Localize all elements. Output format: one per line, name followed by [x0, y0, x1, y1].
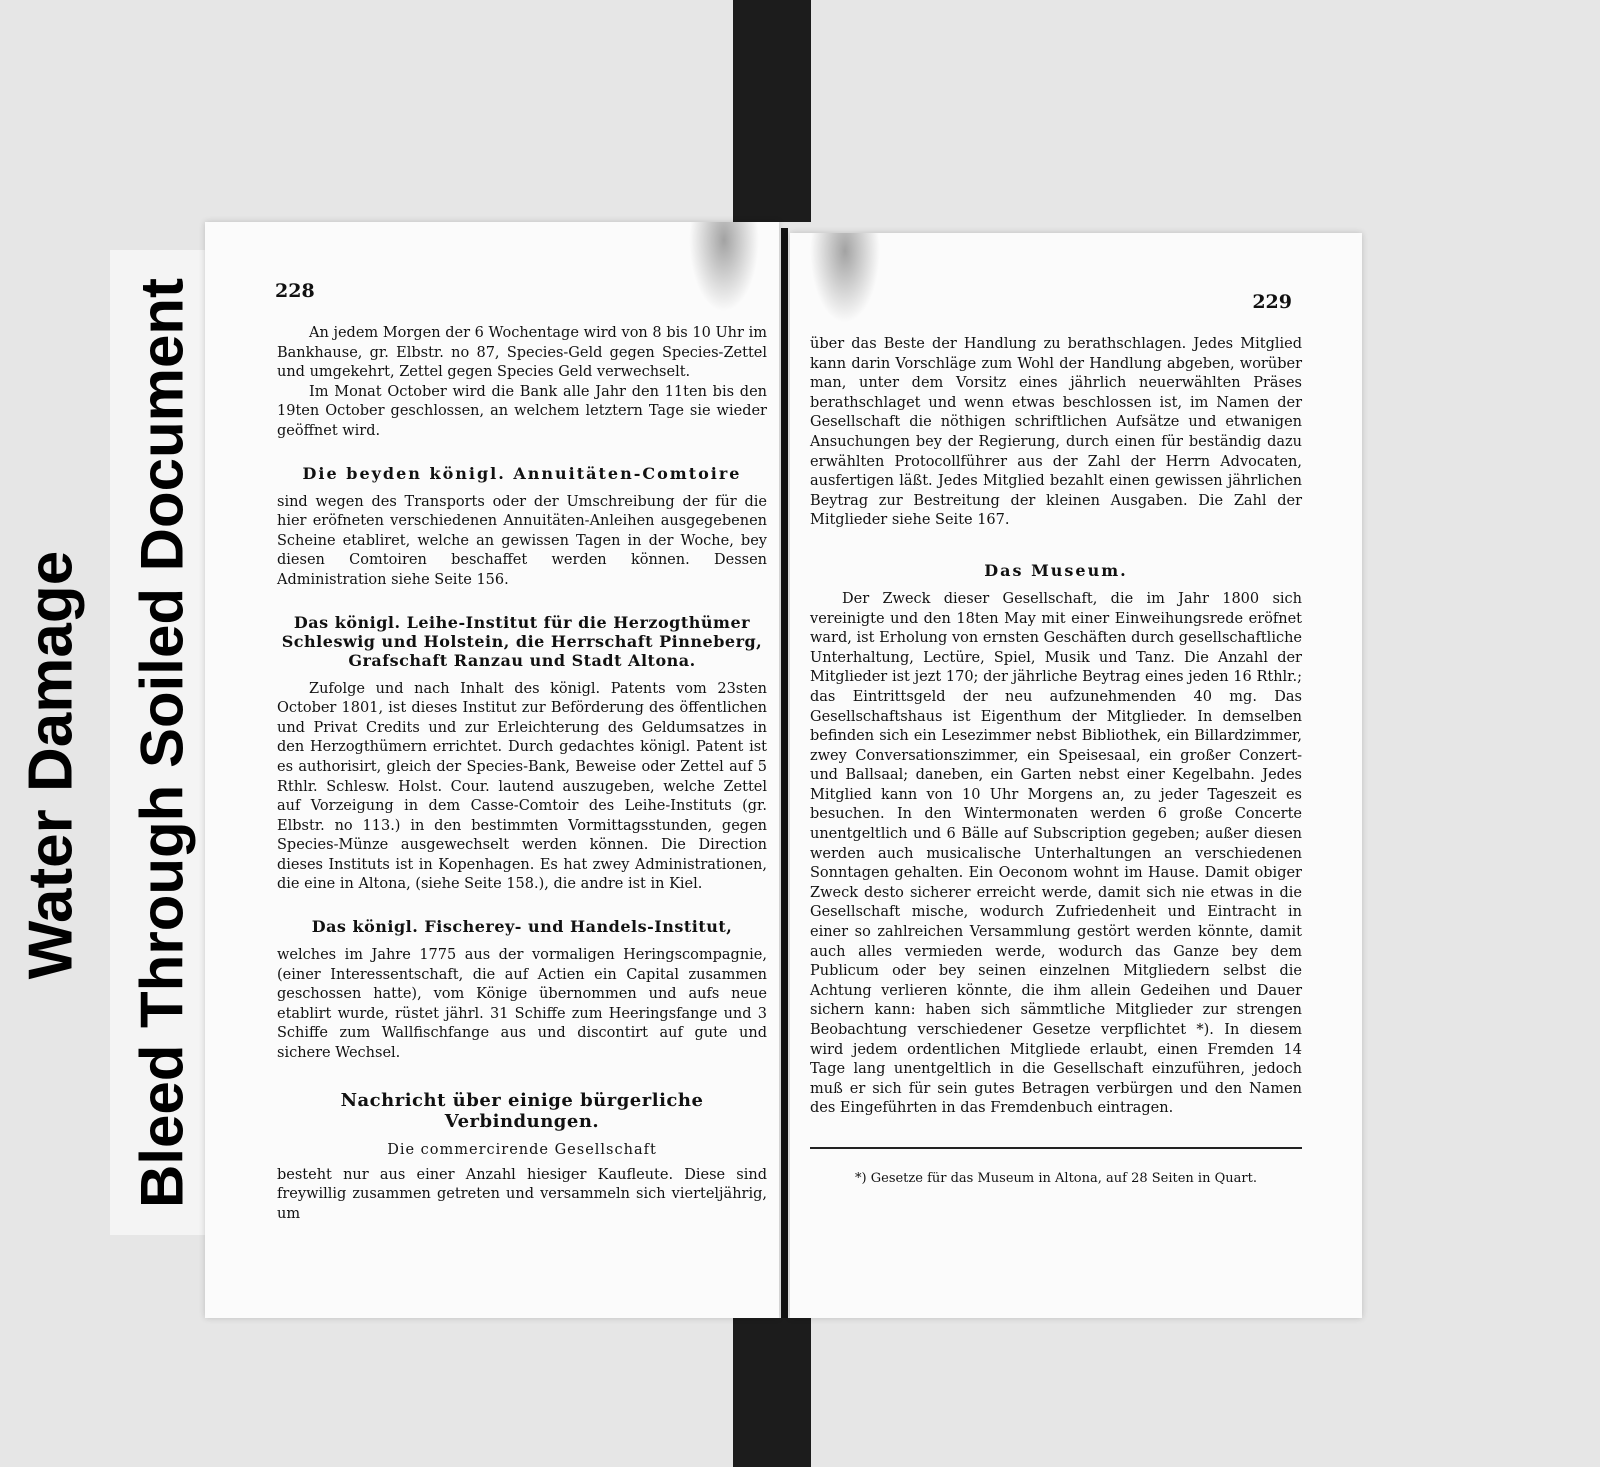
- water-damage-label: [8, 520, 94, 1010]
- fischerey-heading: Das königl. Fischerey- und Handels-Institut,: [311, 917, 733, 937]
- water-stain: [689, 222, 759, 312]
- right-page: [790, 233, 1362, 1318]
- bank-hours-paragraph: An jedem Morgen der 6 Wochentage wird von 8 bis 10 Uhr im Bankhause, gr. Elbstr. no 87, Species-Geld gegen Species-Zettel und umgekehrt, Zettel gegen Species Geld verwechselt.: [277, 325, 767, 381]
- footnote-rule: [810, 1147, 1302, 1149]
- water-stain: [810, 233, 880, 323]
- bleed-through-label: [110, 250, 214, 1235]
- page-number-right: 229: [1252, 291, 1292, 313]
- nachricht-heading: Nachricht über einige bürgerliche Verbindungen.: [340, 1089, 704, 1132]
- right-page-column: [810, 335, 1302, 1186]
- annuitaeten-heading: Die beyden königl. Annuitäten-Comtoire: [302, 463, 742, 483]
- bleed-through-text: Bleed Through Soiled Document: [128, 277, 196, 1208]
- left-page-column: [277, 324, 767, 1224]
- commercirende-paragraph: besteht nur aus einer Anzahl hiesiger Kaufleute. Diese sind freywillig zusammen getreten und versammeln sich vierteljährig, um: [277, 1166, 767, 1222]
- page-number-left: 228: [275, 280, 315, 302]
- bank-closure-paragraph: Im Monat October wird die Bank alle Jahr den 11ten bis den 19ten October geschlossen, an welchem letztern Tage sie wieder geöffnet wird.: [277, 383, 767, 439]
- water-damage-text: Water Damage: [16, 550, 86, 980]
- leihe-institut-heading: Das königl. Leihe-Institut für die Herzogthümer Schleswig und Holstein, die Herrschaft Pinneberg, Grafschaft Ranzau und Stadt Altona.: [281, 612, 763, 670]
- binding-tape-bottom: [733, 1318, 811, 1467]
- binding-tape-top: [733, 0, 811, 222]
- leihe-institut-paragraph: Zufolge und nach Inhalt des königl. Patents vom 23sten October 1801, ist dieses Institut zur Beförderung des öffentlichen und Privat Credits und zur Erleichterung des Geldumsatzes in den Herzogthümern errichtet. Durch gedachtes königl. Patent ist es authorisirt, gleich der Species-Bank, Beweise oder Zettel auf 5 Rthlr. Schlesw. Holst. Cour. lautend auszugeben, welche Zettel auf Vorzeigung in dem Casse-Comtoir des Leihe-Instituts (gr. Elbstr. no 113.) in den bestimmten Vormittagsstunden, gegen Species-Münze ausgewechselt werden können. Die Direction dieses Instituts ist in Kopenhagen. Es hat zwey Administrationen, die eine in Altona, (siehe Seite 158.), die andre ist in Kiel.: [277, 680, 767, 893]
- museum-footnote: *) Gesetze für das Museum in Altona, auf 28 Seiten in Quart.: [855, 1170, 1257, 1186]
- museum-heading: Das Museum.: [984, 560, 1128, 580]
- fischerey-paragraph: welches im Jahre 1775 aus der vormaligen Heringscompagnie, (einer Interessentschaft, die auf Actien ein Capital zusammen geschossen hatte), vom Könige übernommen und aufs neue etablirt wurde, rüstet jährl. 31 Schiffe zum Heeringsfange und 3 Schiffe zum Wallfischfange aus und discontirt auf gute und sichere Wechsel.: [277, 947, 767, 1062]
- annuitaeten-paragraph: sind wegen des Transports oder der Umschreibung der für die hier eröfneten verschiedenen Annuitäten-Anleihen ausgegebenen Scheine etabliret, welche an gewissen Tagen in der Woche, bey diesen Comtoiren beschaffet werden können. Dessen Administration siehe Seite 156.: [277, 493, 767, 588]
- handlung-continuation-paragraph: über das Beste der Handlung zu berathschlagen. Jedes Mitglied kann darin Vorschläge zum Wohl der Handlung abgeben, worüber man, unter dem Vorsitz eines jährlich neuerwählten Präses berathschlaget und wenn etwas beschlossen ist, im Namen der Gesellschaft die nöthigen schriftlichen Aufsätze und etwanigen Ansuchungen bey der Regierung, durch einen für beständig dazu erwählten Protocollführer aus der Zahl der Herrn Advocaten, ausfertigen läßt. Jedes Mitglied bezahlt einen gewissen jährlichen Beytrag zur Bestreitung der kleinen Ausgaben. Die Zahl der Mitglieder siehe Seite 167.: [810, 336, 1302, 529]
- commercirende-heading: Die commercirende Gesellschaft: [387, 1141, 657, 1158]
- book-spine: [781, 228, 788, 1318]
- museum-paragraph: Der Zweck dieser Gesellschaft, die im Jahr 1800 sich vereinigte und den 18ten May mit einer Einweihungsrede eröfnet ward, ist Erholung von ernsten Geschäften durch gesellschaftliche Unterhaltung, Lectüre, Spiel, Musik und Tanz. Die Anzahl der Mitglieder ist jezt 170; der jährliche Beytrag eines jeden 16 Rthlr.; das Eintrittsgeld der neu aufzunehmenden 40 mg. Das Gesellschaftshaus ist Eigenthum der Mitglieder. In demselben befinden sich ein Lesezimmer nebst Bibliothek, ein Billardzimmer, zwey Conversationszimmer, ein Speisesaal, ein großer Conzert- und Ballsaal; daneben, ein Garten nebst einer Kegelbahn. Jedes Mitglied kann von 10 Uhr Morgens an, zu jeder Tageszeit es besuchen. In den Wintermonaten werden 6 große Concerte unentgeltlich und 6 Bälle auf Subscription gegeben; außer diesen werden auch musicalische Unterhaltungen an verschiedenen Sonntagen gehalten. Ein Oeconom wohnt im Hause. Damit obiger Zweck desto sicherer erreicht werde, damit sich nie etwas in die Gesellschaft mische, wodurch Zufriedenheit und Eintracht in einer so zahlreichen Versammlung gestört werden könnte, damit auch alles vermieden werde, wodurch das Ganze bey dem Publicum oder bey seinen einzelnen Mitgliedern selbst die Achtung verlieren könnte, die ihm allein Gedeihen und Dauer sichern kann: haben sich sämmtliche Mitglieder zur strengen Beobachtung verschiedener Gesetze verpflichtet *). In diesem wird jedem ordentlichen Mitgliede erlaubt, einen Fremden 14 Tage lang unentgeltlich in die Gesellschaft einzuführen, jedoch muß er sich für sein gutes Betragen verbürgen und den Namen des Eingeführten in das Fremdenbuch eintragen.: [810, 590, 1302, 1117]
- left-page: [205, 222, 779, 1318]
